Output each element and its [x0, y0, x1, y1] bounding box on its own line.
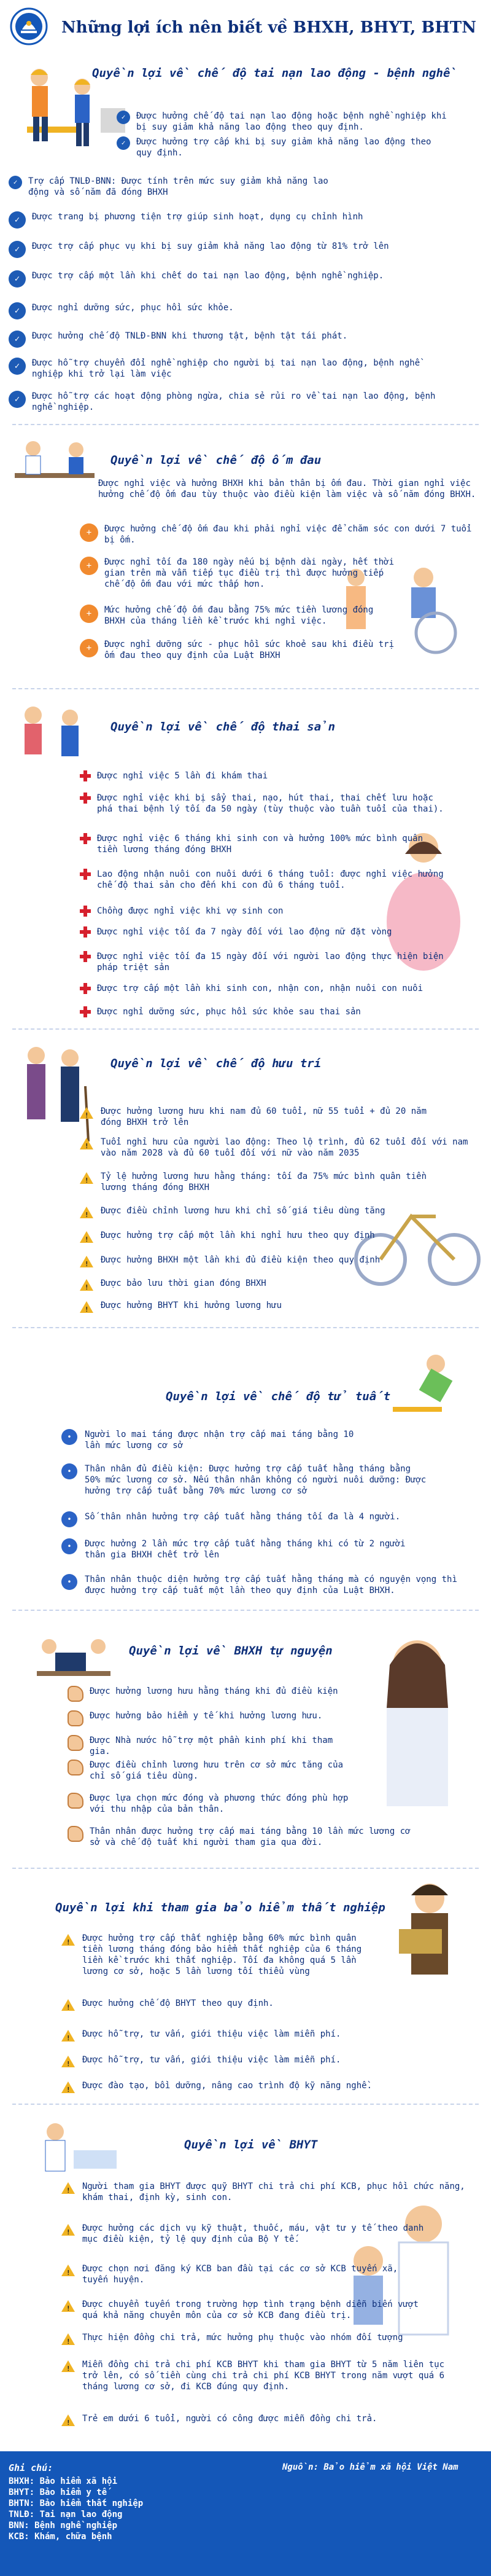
warning-icon: ! [61, 1934, 75, 1946]
section-title: Quyền lợi về BHXH tự nguyện [129, 1644, 333, 1658]
list-item: ✓ Được hỗ trợ các hoạt động phòng ngừa, chia sẻ rủi ro về tai nạn lao động, bệnh nghề nghiệp. [9, 391, 450, 413]
red-cross-icon [80, 983, 91, 994]
list-item: ✓ Được hưởng chế độ TNLĐ-BNN khi thương tật, bệnh tật tái phát. [9, 331, 450, 348]
list-item: Được hưởng bảo hiểm y tế khi hưởng lương hưu. [68, 1710, 350, 1726]
list-item: • Thân nhân thuộc diện hưởng trợ cấp tuất hằng tháng mà có nguyện vọng thì được hưởng trợ cấp tuất một lần theo quy định của Luật BHXH. [61, 1574, 479, 1596]
list-item: Được nghỉ dưỡng sức, phục hồi sức khỏe sau thai sản [80, 1006, 448, 1017]
check-icon: ✓ [9, 270, 26, 288]
section-title: Quyền lợi về chế độ tai nạn lao động - bệnh nghề [92, 66, 457, 80]
warning-icon: ! [61, 2333, 75, 2345]
warning-icon: ! [61, 2056, 75, 2067]
section-title: Quyền lợi về chế độ ốm đau [110, 453, 322, 467]
list-item: ✓ Trợ cấp TNLĐ-BNN: Được tính trên mức suy giảm khả năng lao động và số năm đã đóng BHXH [9, 176, 352, 198]
bullet-icon: • [61, 1429, 77, 1445]
list-item: ! Tuổi nghỉ hưu của người lao động: Theo lộ trình, đủ 62 tuổi đối với nam vào năm 2028 và đủ 60 tuổi đối với nữ vào năm 2035 [80, 1137, 485, 1159]
check-icon: ✓ [9, 391, 26, 408]
list-item: ! Được điều chỉnh lương hưu khi chỉ số giá tiêu dùng tăng [80, 1205, 423, 1218]
medical-icon: + [80, 639, 98, 657]
list-item: Được nghỉ việc khi bị sẩy thai, nạo, hút thai, thai chết lưu hoặc phá thai bệnh lý tối đa 50 ngày (tùy thuộc vào tuần tuổi của thai). [80, 793, 448, 815]
list-item: Được nghỉ việc và hưởng BHXH khi bản thân bị ốm đau. Thời gian nghỉ việc hưởng chế độ ốm đau tùy thuộc vào điều kiện làm việc và số năm đóng BHXH. [98, 479, 476, 499]
hand-icon [68, 1760, 83, 1775]
list-item: Thân nhân được hưởng trợ cấp mai táng bằng 10 lần mức lương cơ sở và chế độ tuất khi người tham gia qua đời. [68, 1826, 411, 1848]
red-cross-icon [80, 906, 91, 917]
section-title: Quyền lợi về chế độ hưu trí [110, 1057, 322, 1070]
bullet-icon: • [61, 1538, 77, 1554]
check-icon: ✓ [9, 302, 26, 319]
list-item: ! Được hưởng BHXH một lần khi đủ điều kiện theo quy định [80, 1255, 423, 1267]
check-icon: ✓ [9, 331, 26, 348]
divider [12, 1610, 479, 1611]
list-item: + Mức hưởng chế độ ốm đau bằng 75% mức tiền lương đóng BHXH của tháng liền kề trước khi nghỉ việc. [80, 605, 399, 627]
list-item: ! Được hưởng trợ cấp thất nghiệp bằng 60% mức bình quân tiền lương tháng đóng bảo hiểm thất nghiệp của 6 tháng liền kề trước khi thất nghiệp. Tối đa không quá 5 lần lương cơ sở, hoặc 5 lần lương tối thiểu vùng [61, 1933, 368, 1977]
family-illustration [9, 697, 101, 764]
check-icon: ✓ [9, 176, 22, 189]
note-item: BHYT: Bảo hiểm y tế [9, 2488, 107, 2497]
list-item: • Người lo mai táng được nhận trợ cấp mai táng bằng 10 lần mức lương cơ sở [61, 1429, 368, 1451]
falling-man-illustration [368, 1339, 485, 1431]
list-item: ✓ Được trợ cấp phục vụ khi bị suy giảm khả năng lao động từ 81% trở lên [9, 241, 450, 258]
list-item: ! Tỷ lệ hưởng lương hưu hằng tháng: tối đa 75% mức bình quân tiền lương tháng đóng BHXH [80, 1171, 448, 1193]
list-item: ! Được hưởng lương hưu khi nam đủ 60 tuổi, nữ 55 tuổi + đủ 20 năm đóng BHXH trở lên [80, 1106, 448, 1128]
notes-list [9, 2476, 143, 2542]
medical-icon: + [80, 605, 98, 623]
hand-icon [68, 1686, 83, 1702]
warning-icon: ! [61, 1999, 75, 2011]
list-item: Được lựa chọn mức đóng và phương thức đóng phù hợp với thu nhập của bản thân. [68, 1793, 350, 1815]
warning-icon: ! [61, 2300, 75, 2312]
source-text: Nguồn: Bảo hiểm xã hội Việt Nam [282, 2462, 458, 2472]
list-item: ! Người tham gia BHYT được quỹ BHYT chi trả chi phí KCB, phục hồi chức năng, khám thai, định kỳ, sinh con. [61, 2181, 466, 2203]
list-item: ✓ Được nghỉ dưỡng sức, phục hồi sức khỏe. [9, 302, 450, 319]
section-title: Quyền lợi khi tham gia bảo hiểm thất nghiệp [55, 1901, 385, 1914]
section-title: Quyền lợi về BHYT [184, 2138, 318, 2151]
list-item: Được nghỉ việc 5 lần đi khám thai [80, 770, 448, 781]
check-icon: ✓ [9, 241, 26, 258]
list-item: Lao động nhận nuôi con nuôi dưới 6 tháng tuổi: được nghỉ việc hưởng chế độ thai sản cho đến khi con đủ 6 tháng tuổi. [80, 869, 448, 891]
list-item: ! Thực hiện đồng chi trả, mức hưởng phụ thuộc vào nhóm đối tượng [61, 2332, 454, 2345]
header [0, 0, 491, 61]
section-title: Quyền lợi về chế độ tử tuất [166, 1390, 391, 1403]
divider [12, 2104, 479, 2105]
list-item: ! Được bảo lưu thời gian đóng BHXH [80, 1278, 423, 1291]
divider [12, 424, 479, 425]
medical-icon: + [80, 523, 98, 542]
list-item: ✓ Được hỗ trợ chuyển đổi nghề nghiệp cho người bị tai nạn lao động, bệnh nghề nghiệp khi trở lại làm việc [9, 358, 450, 380]
note-item: BNN: Bệnh nghề nghiệp [9, 2521, 118, 2531]
list-item: ! Trẻ em dưới 6 tuổi, người có công được miễn đồng chi trả. [61, 2413, 454, 2426]
list-item: ! Được hưởng trợ cấp một lần khi nghỉ hưu theo quy định [80, 1230, 423, 1243]
list-item: ! Miễn đồng chi trả chi phí KCB BHYT khi tham gia BHYT từ 5 năm liên tục trở lên, có số tiền cùng chi trả chi phí KCB BHYT trong năm vượt quá 6 tháng lương cơ sở, đi KCB đúng quy định. [61, 2359, 454, 2392]
woman-illustration [350, 1622, 485, 1825]
warning-icon: ! [80, 1138, 93, 1149]
hand-icon [68, 1710, 83, 1726]
list-item: ✓ Được hưởng trợ cấp khi bị suy giảm khả năng lao động theo quy định. [117, 136, 448, 159]
red-cross-icon [80, 926, 91, 938]
warning-icon: ! [80, 1107, 93, 1119]
list-item: Được nghỉ việc tối đa 15 ngày đối với người lao động thực hiện biện pháp triệt sản [80, 951, 448, 973]
nurse-illustration [25, 2113, 123, 2181]
warning-icon: ! [61, 2414, 75, 2426]
list-item: ✓ Được hưởng chế độ tai nạn lao động hoặc bệnh nghề nghiệp khi bị suy giảm khả năng lao động theo quy định. [117, 111, 448, 133]
page-title: Những lợi ích nên biết về BHXH, BHYT, BHTN [61, 18, 477, 37]
list-item: Được trợ cấp một lần khi sinh con, nhận con, nhận nuôi con nuôi [80, 983, 485, 994]
note-item: TNLĐ: Tai nạn lao động [9, 2510, 123, 2519]
warning-icon: ! [61, 2224, 75, 2236]
hand-icon [68, 1793, 83, 1809]
list-item: ! Được hưởng BHYT khi hưởng lương hưu [80, 1300, 423, 1313]
divider [12, 1327, 479, 1328]
list-item: Chồng được nghỉ việc khi vợ sinh con [80, 906, 448, 917]
list-item: Được Nhà nước hỗ trợ một phần kinh phí khi tham gia. [68, 1735, 350, 1757]
elderly-couple-illustration [9, 1037, 101, 1148]
list-item: ! Được hỗ trợ, tư vấn, giới thiệu việc làm miễn phí. [61, 2029, 368, 2042]
hand-icon [68, 1735, 83, 1751]
warning-icon: ! [80, 1279, 93, 1291]
list-item: Được nghỉ việc 6 tháng khi sinh con và hưởng 100% mức bình quân tiền lương tháng đóng BHXH [80, 833, 448, 855]
divider [12, 1028, 479, 1030]
warning-icon: ! [80, 1256, 93, 1267]
red-cross-icon [80, 833, 91, 844]
list-item: Được hưởng lương hưu hằng tháng khi đủ điều kiện [68, 1686, 350, 1702]
list-item: ! Được chuyển tuyến trong trường hợp tình trạng bệnh diễn biến vượt quá khả năng chuyên môn của cơ sở KCB đang điều trị. [61, 2299, 430, 2321]
warning-icon: ! [80, 1301, 93, 1313]
check-icon: ✓ [9, 211, 26, 229]
check-icon: ✓ [117, 111, 130, 124]
note-item: BHXH: Bảo hiểm xã hội [9, 2476, 118, 2486]
hand-icon [68, 1826, 83, 1842]
list-item: + Được nghỉ dưỡng sức - phục hồi sức khoẻ sau khi điều trị ốm đau theo quy định của Luật BHXH [80, 639, 399, 661]
list-item: • Thân nhân đủ điều kiện: Được hưởng trợ cấp tuất hằng tháng bằng 50% mức lương cơ sở. Nếu thân nhân không có người nuôi dưỡng: Được hưởng trợ cấp tuất bằng 70% mức lương cơ sở [61, 1463, 430, 1497]
warning-icon: ! [80, 1231, 93, 1243]
warning-icon: ! [61, 2360, 75, 2372]
check-icon: ✓ [117, 136, 130, 150]
list-item: Được điều chỉnh lương hưu trên cơ sở mức tăng của chỉ số giá tiêu dùng. [68, 1760, 350, 1782]
divider [12, 688, 479, 689]
bullet-icon: • [61, 1574, 77, 1590]
section-title: Quyền lợi về chế độ thai sản [110, 720, 336, 734]
note-item: BHTN: Bảo hiểm thất nghiệp [9, 2499, 144, 2508]
list-item: ✓ Được trang bị phương tiện trợ giúp sinh hoạt, dụng cụ chỉnh hình [9, 211, 450, 229]
doctor-patient-illustration [9, 430, 101, 504]
warning-icon: ! [80, 1172, 93, 1184]
warning-icon: ! [80, 1207, 93, 1218]
red-cross-icon [80, 770, 91, 781]
bullet-icon: • [61, 1511, 77, 1527]
vss-logo-icon [10, 7, 48, 45]
list-item: + Được hưởng chế độ ốm đau khi phải nghỉ việc để chăm sóc con dưới 7 tuổi bị ốm. [80, 523, 473, 546]
bullet-icon: • [61, 1463, 77, 1479]
warning-icon: ! [61, 2265, 75, 2276]
notes-label: Ghi chú: [9, 2462, 53, 2473]
list-item: ! Được hưởng các dịch vụ kỹ thuật, thuốc, máu, vật tư y tế theo danh mục điều kiện, tỷ lệ quy định của Bộ Y tế. [61, 2223, 442, 2245]
check-icon: ✓ [9, 358, 26, 375]
red-cross-icon [80, 1006, 91, 1017]
warning-icon: ! [61, 2081, 75, 2093]
list-item: • Số thân nhân hưởng trợ cấp tuất hằng tháng tối đa là 4 người. [61, 1511, 466, 1527]
jobless-man-illustration [374, 1868, 485, 2009]
red-cross-icon [80, 869, 91, 880]
list-item: ! Được hưởng chế độ BHYT theo quy định. [61, 1998, 368, 2011]
list-item: • Được hưởng 2 lần mức trợ cấp tuất hằng tháng khi có từ 2 người thân gia BHXH chết trở lên [61, 1538, 430, 1560]
list-item: + Được nghỉ tối đa 180 ngày nếu bị bệnh dài ngày, hết thời gian trên mà vẫn tiếp tục điều trị thì được hưởng tiếp chế độ ốm đau với mức thấp hơn. [80, 557, 399, 590]
medical-icon: + [80, 557, 98, 575]
list-item: Được nghỉ việc tối đa 7 ngày đối với lao động nữ đặt vòng [80, 926, 448, 938]
warning-icon: ! [61, 2030, 75, 2042]
note-item: KCB: Khám, chữa bệnh [9, 2532, 112, 2542]
list-item: ! Được chọn nơi đăng ký KCB ban đầu tại các cơ sở KCB tuyến xã, tuyến huyện. [61, 2263, 405, 2285]
red-cross-icon [80, 951, 91, 962]
list-item: ✓ Được trợ cấp một lần khi chết do tai nạn lao động, bệnh nghề nghiệp. [9, 270, 450, 288]
warning-icon: ! [61, 2182, 75, 2194]
list-item: ! Được hỗ trợ, tư vấn, giới thiệu việc làm miễn phí. [61, 2054, 368, 2067]
red-cross-icon [80, 793, 91, 804]
footer [0, 2451, 491, 2576]
list-item: ! Được đào tạo, bồi dưỡng, nâng cao trình độ kỹ năng nghề. [61, 2080, 405, 2093]
